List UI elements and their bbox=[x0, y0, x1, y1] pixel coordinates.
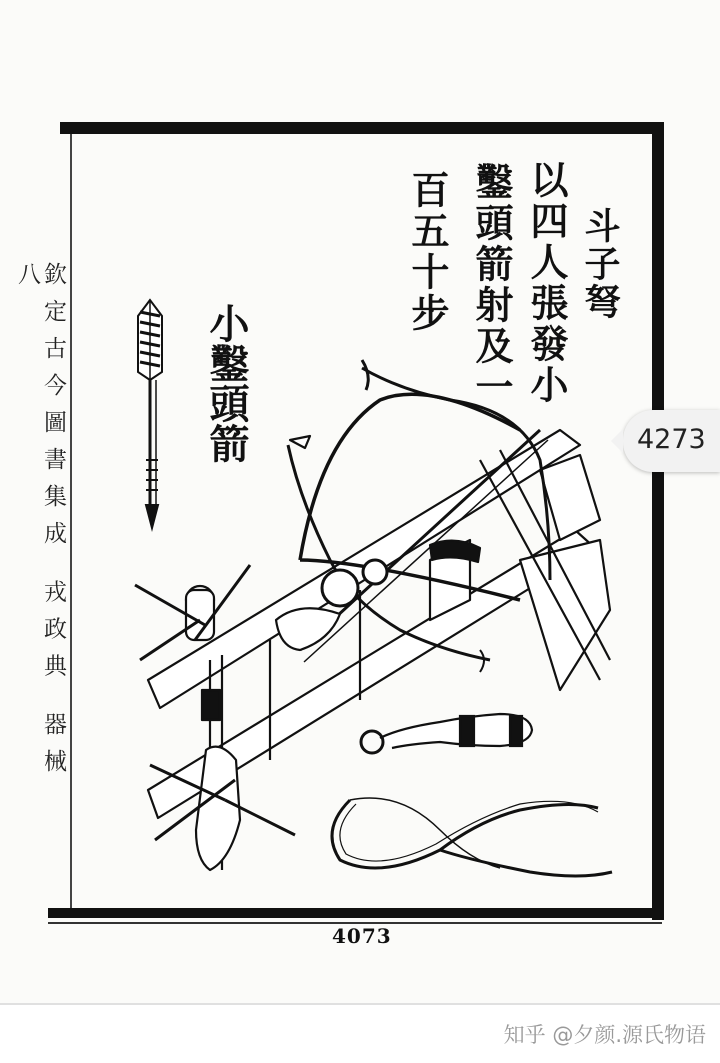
bowstring-drawing bbox=[332, 798, 612, 876]
crossbow-title: 斗子弩 bbox=[579, 207, 621, 321]
description-line-1: 以四人張發小 bbox=[524, 160, 569, 406]
trigger-part-drawing bbox=[361, 714, 532, 753]
book-spine-text: 欽定古今圖書集成 戎政典 器械 八 bbox=[14, 262, 66, 786]
page-number-badge[interactable] bbox=[623, 410, 720, 472]
description-line-3: 百五十步 bbox=[405, 170, 450, 334]
page-number-badge-label: 4273 bbox=[637, 424, 706, 455]
footer-divider bbox=[0, 1003, 720, 1005]
crossbow-drawing bbox=[135, 360, 610, 870]
arrow-drawing bbox=[138, 300, 162, 528]
page-number: 4073 bbox=[332, 924, 392, 948]
description-line-2: 鑿頭箭射及一 bbox=[469, 162, 514, 408]
arrow-label: 小鑿頭箭 bbox=[203, 303, 250, 463]
watermark-text: 知乎 @夕颜.源氏物语 bbox=[503, 1023, 706, 1047]
